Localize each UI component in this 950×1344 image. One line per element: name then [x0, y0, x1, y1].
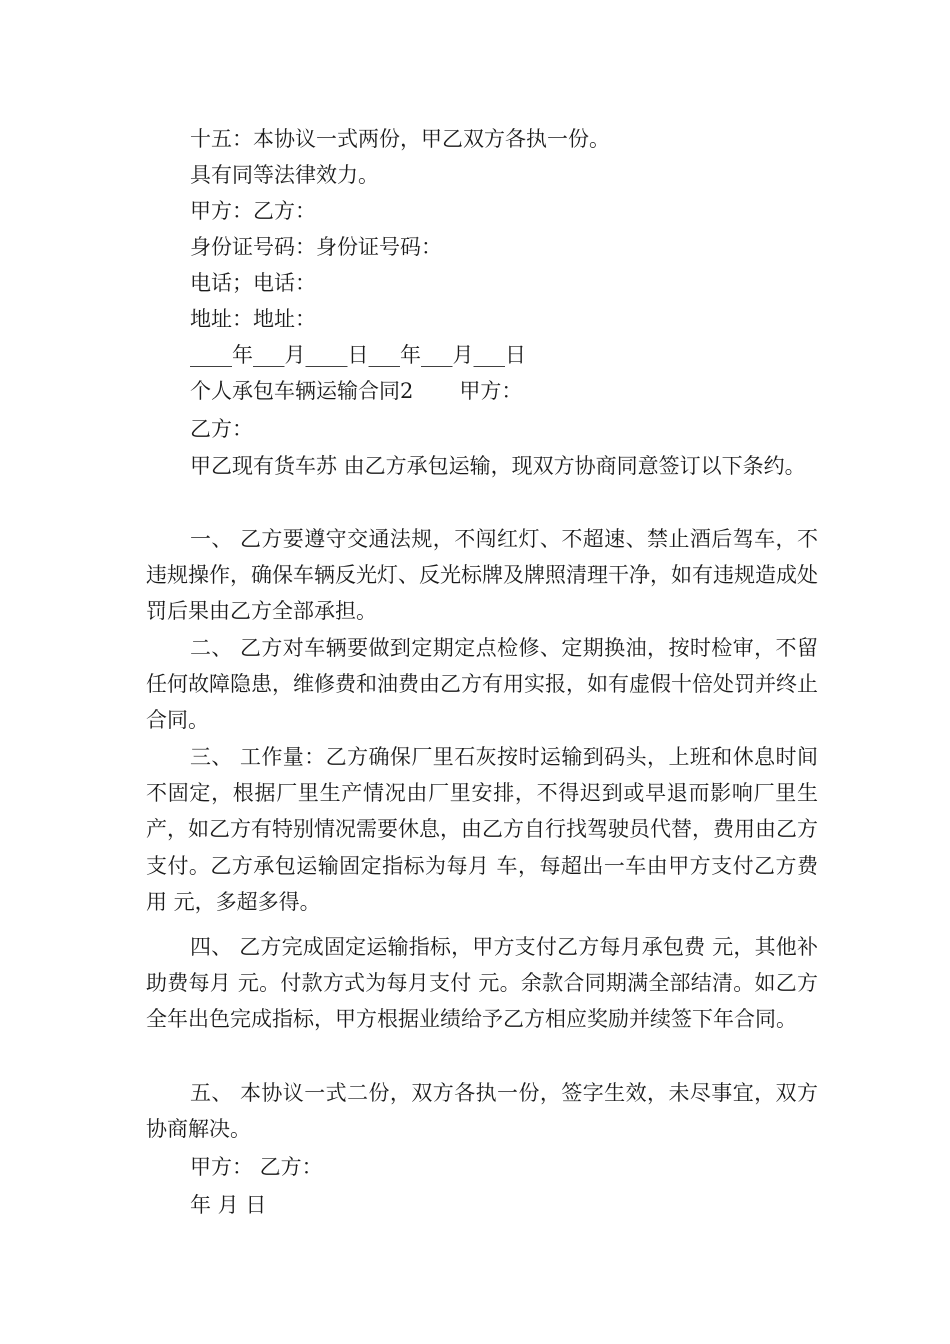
signature-line: 甲方： 乙方：: [190, 1155, 323, 1179]
parties-line: 甲方：乙方：: [190, 199, 316, 223]
contract-title-line: [190, 377, 522, 405]
legal-effect-line: 具有同等法律效力。: [190, 163, 379, 187]
address-line: 地址：地址：: [190, 307, 316, 331]
clause-two: 二、 乙方对车辆要做到定期定点检修、定期换油，按时检审，不留任何故障隐患，维修费和油费由乙方有用实报，如有虚假十倍处罚并终止合同。: [146, 636, 818, 733]
id-number-line: 身份证号码：身份证号码：: [190, 235, 442, 259]
phone-line: 电话；电话：: [190, 271, 316, 295]
clause-one: 一、 乙方要遵守交通法规，不闯红灯、不超速、禁止酒后驾车，不违规操作，确保车辆反光灯、反光标牌及牌照清理干净，如有违规造成处罚后果由乙方全部承担。: [146, 527, 818, 624]
contract-title: 个人承包车辆运输合同2: [190, 379, 414, 403]
date-blank-line: ____年___月____日___年___月___日: [190, 343, 526, 367]
clause-three: 三、 工作量：乙方确保厂里石灰按时运输到码头，上班和休息时间不固定，根据厂里生产情况由厂里安排，不得迟到或早退而影响厂里生产，如乙方有特别情况需要休息，由乙方自行找驾驶员代替，费用由乙方支付。乙方承包运输固定指标为每月 车，每超出一车由甲方支付乙方费用 元，多超多得。: [146, 745, 818, 914]
clause-four: 四、 乙方完成固定运输指标，甲方支付乙方每月承包费 元，其他补助费每月 元。付款方式为每月支付 元。余款合同期满全部结清。如乙方全年出色完成指标，甲方根据业绩给予乙方相应奖励并续签下年合同。: [146, 935, 818, 1032]
clause-five: 五、 本协议一式二份，双方各执一份，签字生效，未尽事宜，双方协商解决。: [146, 1081, 818, 1142]
clause-fifteen: 十五：本协议一式两份，甲乙双方各执一份。: [190, 127, 610, 151]
party-b-label: 乙方：: [190, 417, 253, 441]
signature-date: 年 月 日: [190, 1193, 267, 1217]
party-a-label: 甲方：: [459, 379, 523, 403]
intro-paragraph: 甲乙现有货车苏 由乙方承包运输，现双方协商同意签订以下条约。: [190, 454, 806, 478]
